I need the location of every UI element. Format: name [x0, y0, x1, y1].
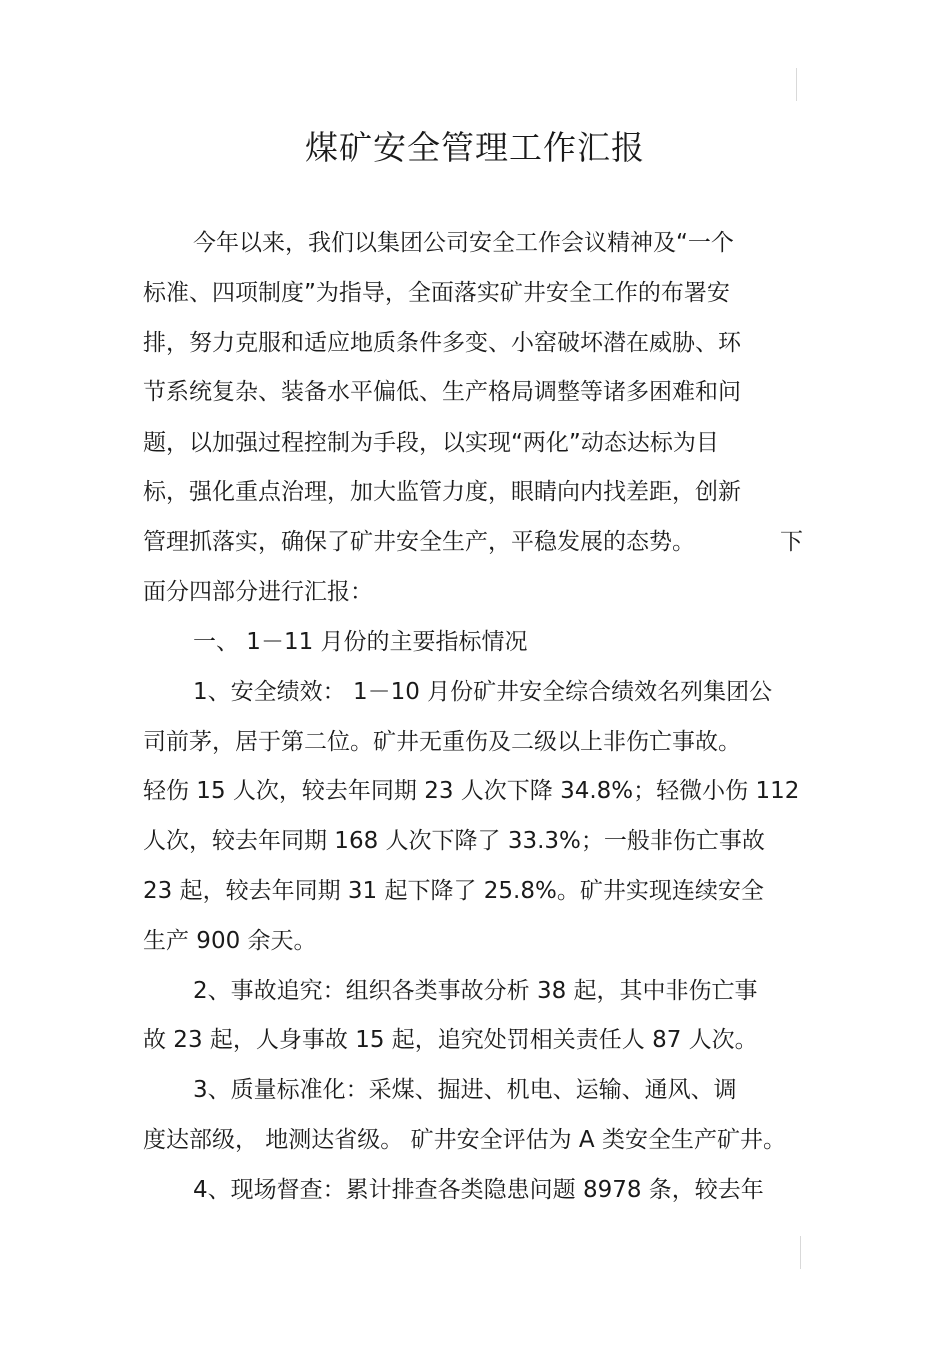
paragraph-line: 下 [780, 529, 803, 555]
paragraph-line: 故 23 起，人身事故 15 起，追究处罚相关责任人 87 人次。 [143, 1027, 758, 1053]
paragraph-line: 4、现场督查：累计排查各类隐患问题 8978 条，较去年 [193, 1177, 764, 1203]
paragraph-line: 23 起，较去年同期 31 起下降了 25.8%。矿井实现连续安全 [143, 878, 764, 904]
paragraph-line: 3、质量标准化：采煤、掘进、机电、运输、通风、调 [193, 1077, 737, 1103]
paragraph-line: 题，以加强过程控制为手段，以实现“两化”动态达标为目 [143, 430, 719, 456]
paragraph-line: 标准、四项制度”为指导，全面落实矿井安全工作的布署安 [143, 280, 730, 306]
paragraph-line: 标，强化重点治理，加大监管力度，眼睛向内找差距，创新 [143, 479, 741, 505]
paragraph-line: 1、安全绩效： 1－10 月份矿井安全综合绩效名列集团公 [193, 679, 773, 705]
paragraph-line: 2、事故追究：组织各类事故分析 38 起，其中非伤亡事 [193, 978, 758, 1004]
paragraph-line: 排，努力克服和适应地质条件多变、小窑破坏潜在威胁、环 [143, 330, 741, 356]
paragraph-line: 度达部级， 地测达省级。 矿井安全评估为 A 类安全生产矿井。 [143, 1127, 786, 1153]
document-title: 煤矿安全管理工作汇报 [305, 128, 645, 167]
paragraph-line: 人次，较去年同期 168 人次下降了 33.3%；一般非伤亡事故 [143, 828, 765, 854]
paragraph-line: 管理抓落实，确保了矿井安全生产，平稳发展的态势。 [143, 529, 695, 555]
section-heading: 一、 1－11 月份的主要指标情况 [193, 629, 528, 655]
page-edge-mark-top [796, 68, 797, 101]
paragraph-line: 节系统复杂、装备水平偏低、生产格局调整等诸多困难和问 [143, 379, 741, 405]
paragraph-line: 生产 900 余天。 [143, 928, 317, 954]
paragraph-line: 今年以来，我们以集团公司安全工作会议精神及“一个 [193, 230, 734, 256]
paragraph-line: 面分四部分进行汇报： [143, 579, 373, 605]
paragraph-line: 轻伤 15 人次，较去年同期 23 人次下降 34.8%；轻微小伤 112 [143, 778, 800, 804]
page-edge-mark-bottom [800, 1236, 801, 1269]
paragraph-line: 司前茅，居于第二位。矿井无重伤及二级以上非伤亡事故。 [143, 729, 741, 755]
